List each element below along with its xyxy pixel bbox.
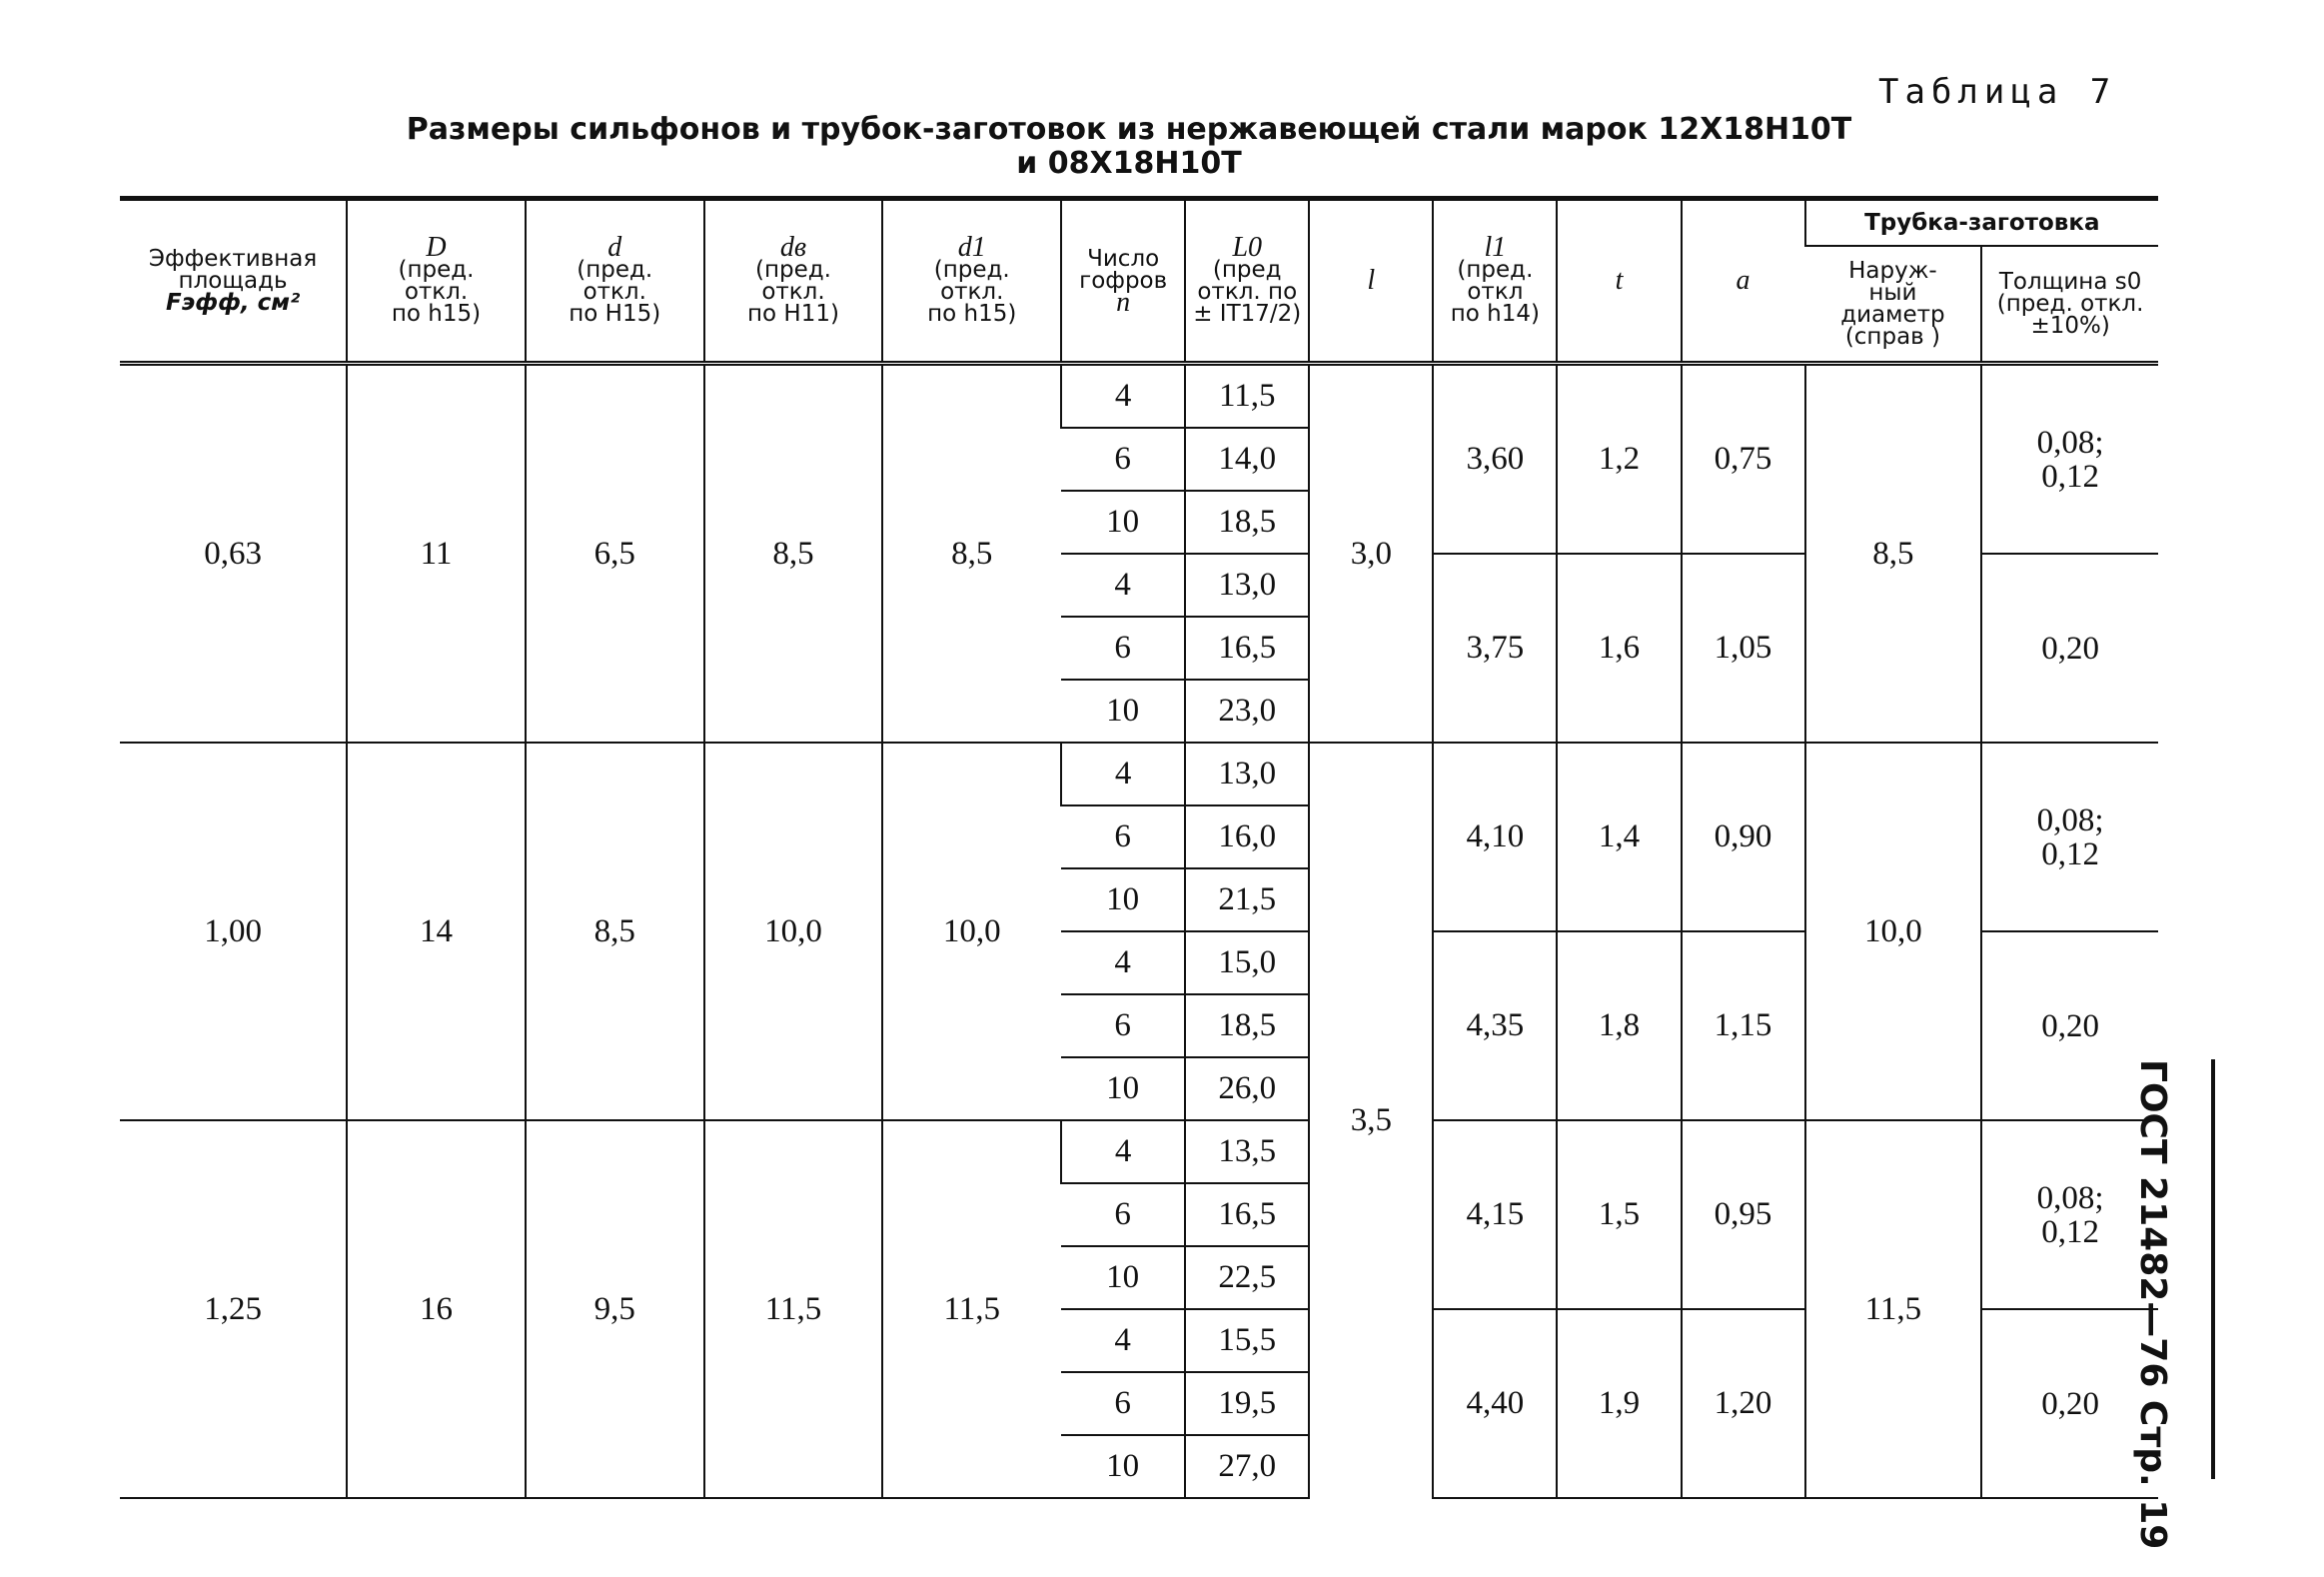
- cell-n: 6: [1061, 994, 1185, 1057]
- cell-L0: 18,5: [1185, 994, 1309, 1057]
- table-row: [120, 743, 2158, 805]
- cell-area: 1,25: [120, 1120, 347, 1498]
- cell-L0: 23,0: [1185, 680, 1309, 743]
- cell-t: 1,8: [1557, 931, 1681, 1120]
- cell-L0: 26,0: [1185, 1057, 1309, 1120]
- header-d: d (пред. откл. по H15): [526, 199, 704, 364]
- cell-a: 1,05: [1682, 554, 1805, 743]
- cell-L0: 15,5: [1185, 1309, 1309, 1372]
- cell-D: 14: [347, 743, 526, 1120]
- cell-L0: 27,0: [1185, 1435, 1309, 1498]
- cell-area: 0,63: [120, 364, 347, 744]
- cell-d: 8,5: [526, 743, 704, 1120]
- cell-L0: 11,5: [1185, 364, 1309, 429]
- cell-L0: 14,0: [1185, 428, 1309, 491]
- cell-d1: 10,0: [882, 743, 1061, 1120]
- page-number-side: ГОСТ 21482—76 Стр. 19: [2132, 1059, 2173, 1550]
- cell-L0: 22,5: [1185, 1246, 1309, 1309]
- header-dv: dв (пред. откл. по H11): [704, 199, 883, 364]
- cell-n: 6: [1061, 428, 1185, 491]
- dimensions-table: [120, 196, 2158, 1499]
- header-l1: l1 (пред. откл по h14): [1433, 199, 1557, 364]
- cell-a: 0,90: [1682, 743, 1805, 931]
- cell-t: 1,5: [1557, 1120, 1681, 1309]
- side-rule: [2211, 1059, 2215, 1479]
- cell-n: 6: [1061, 1183, 1185, 1246]
- header-thickness: Толщина s0 (пред. откл. ±10%): [1981, 246, 2158, 364]
- cell-a: 0,95: [1682, 1120, 1805, 1309]
- cell-l1: 4,15: [1433, 1120, 1557, 1309]
- cell-t: 1,6: [1557, 554, 1681, 743]
- table-title-line-1: Размеры сильфонов и трубок-заготовок из нержавеющей стали марок 12Х18Н10Т: [406, 112, 1852, 147]
- cell-n: 4: [1061, 1309, 1185, 1372]
- cell-n: 10: [1061, 1057, 1185, 1120]
- cell-n: 4: [1061, 554, 1185, 617]
- cell-n: 4: [1061, 364, 1185, 429]
- cell-a: 1,20: [1682, 1309, 1805, 1498]
- cell-outer-diameter: 10,0: [1805, 743, 1982, 1120]
- cell-d: 9,5: [526, 1120, 704, 1498]
- cell-l1: 4,40: [1433, 1309, 1557, 1498]
- cell-thickness: 0,08; 0,12: [1981, 364, 2158, 555]
- cell-t: 1,9: [1557, 1309, 1681, 1498]
- cell-L0: 13,5: [1185, 1120, 1309, 1183]
- cell-n: 6: [1061, 805, 1185, 868]
- cell-L0: 18,5: [1185, 491, 1309, 554]
- cell-L0: 13,0: [1185, 554, 1309, 617]
- cell-d: 6,5: [526, 364, 704, 744]
- cell-a: 0,75: [1682, 364, 1805, 555]
- cell-n: 4: [1061, 1120, 1185, 1183]
- cell-n: 10: [1061, 1435, 1185, 1498]
- header-a: a: [1682, 199, 1805, 364]
- cell-outer-diameter: 11,5: [1805, 1120, 1982, 1498]
- cell-l: 3,5: [1309, 743, 1433, 1498]
- header-outer-diameter: Наруж- ный диаметр (справ ): [1805, 246, 1982, 364]
- table-number: Таблица 7: [1878, 72, 2117, 112]
- cell-n: 6: [1061, 1372, 1185, 1435]
- cell-area: 1,00: [120, 743, 347, 1120]
- cell-L0: 15,0: [1185, 931, 1309, 994]
- cell-L0: 19,5: [1185, 1372, 1309, 1435]
- cell-n: 10: [1061, 868, 1185, 931]
- cell-n: 4: [1061, 931, 1185, 994]
- cell-t: 1,4: [1557, 743, 1681, 931]
- cell-d1: 11,5: [882, 1120, 1061, 1498]
- cell-thickness: 0,08; 0,12: [1981, 1120, 2158, 1309]
- table-title-line-2: и 08Х18Н10Т: [1016, 146, 1242, 181]
- cell-l1: 4,10: [1433, 743, 1557, 931]
- table-row: [120, 1120, 2158, 1183]
- header-tube: Трубка-заготовка: [1805, 199, 2158, 247]
- header-t: t: [1557, 199, 1681, 364]
- cell-thickness: 0,08; 0,12: [1981, 743, 2158, 931]
- cell-l1: 3,75: [1433, 554, 1557, 743]
- cell-thickness: 0,20: [1981, 1309, 2158, 1498]
- cell-n: 4: [1061, 743, 1185, 805]
- header-l: l: [1309, 199, 1433, 364]
- table-body: [120, 364, 2158, 1499]
- cell-n: 10: [1061, 680, 1185, 743]
- cell-l1: 4,35: [1433, 931, 1557, 1120]
- table-row: [120, 364, 2158, 429]
- cell-thickness: 0,20: [1981, 554, 2158, 743]
- cell-dv: 10,0: [704, 743, 883, 1120]
- cell-L0: 16,5: [1185, 617, 1309, 680]
- header-area: Эффективная площадь Fэфф, см²: [120, 199, 347, 364]
- cell-L0: 16,0: [1185, 805, 1309, 868]
- cell-L0: 21,5: [1185, 868, 1309, 931]
- header-L0: L0 (пред откл. по ± IT17/2): [1185, 199, 1309, 364]
- cell-D: 11: [347, 364, 526, 744]
- cell-dv: 8,5: [704, 364, 883, 744]
- cell-n: 10: [1061, 1246, 1185, 1309]
- cell-thickness: 0,20: [1981, 931, 2158, 1120]
- cell-n: 10: [1061, 491, 1185, 554]
- cell-dv: 11,5: [704, 1120, 883, 1498]
- cell-outer-diameter: 8,5: [1805, 364, 1982, 744]
- cell-a: 1,15: [1682, 931, 1805, 1120]
- cell-l: 3,0: [1309, 364, 1433, 744]
- header-D: D (пред. откл. по h15): [347, 199, 526, 364]
- cell-D: 16: [347, 1120, 526, 1498]
- cell-L0: 16,5: [1185, 1183, 1309, 1246]
- header-d1: d1 (пред. откл. по h15): [882, 199, 1061, 364]
- cell-t: 1,2: [1557, 364, 1681, 555]
- cell-n: 6: [1061, 617, 1185, 680]
- header-n: Число гофров n: [1061, 199, 1185, 364]
- cell-L0: 13,0: [1185, 743, 1309, 805]
- cell-d1: 8,5: [882, 364, 1061, 744]
- cell-l1: 3,60: [1433, 364, 1557, 555]
